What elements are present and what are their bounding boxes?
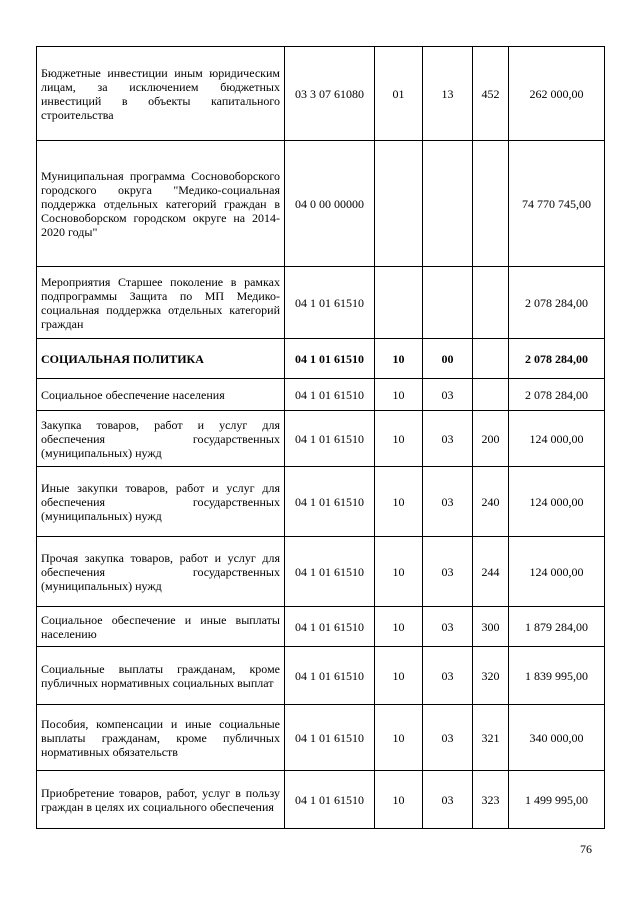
section-code xyxy=(375,141,423,267)
section-code: 10 xyxy=(375,771,423,829)
table-row xyxy=(37,771,605,829)
amount: 124 000,00 xyxy=(509,537,605,607)
target-code: 04 1 01 61510 xyxy=(285,467,375,537)
amount: 1 879 284,00 xyxy=(509,607,605,647)
row-name: Социальное обеспечение и иные выплаты населению xyxy=(37,607,285,647)
table-row xyxy=(37,647,605,705)
target-code: 04 1 01 61510 xyxy=(285,379,375,411)
subsection-code xyxy=(423,267,473,339)
table-row xyxy=(37,141,605,267)
table-row xyxy=(37,705,605,771)
expense-type-code: 200 xyxy=(473,411,509,467)
amount: 2 078 284,00 xyxy=(509,379,605,411)
budget-table xyxy=(36,46,605,829)
target-code: 04 0 00 00000 xyxy=(285,141,375,267)
section-code xyxy=(375,267,423,339)
section-code: 10 xyxy=(375,379,423,411)
row-name: Мероприятия Старшее поколение в рамках подпрограммы Защита по МП Медико-социальная поддержка отдельных категорий граждан xyxy=(37,267,285,339)
subsection-code: 03 xyxy=(423,771,473,829)
row-name: Социальное обеспечение населения xyxy=(37,379,285,411)
row-name: Социальные выплаты гражданам, кроме публичных нормативных социальных выплат xyxy=(37,647,285,705)
amount: 2 078 284,00 xyxy=(509,339,605,379)
table-row xyxy=(37,47,605,141)
row-name: Закупка товаров, работ и услуг для обеспечения государственных (муниципальных) нужд xyxy=(37,411,285,467)
row-name: Прочая закупка товаров, работ и услуг для обеспечения государственных (муниципальных) нужд xyxy=(37,537,285,607)
target-code: 04 1 01 61510 xyxy=(285,771,375,829)
expense-type-code: 300 xyxy=(473,607,509,647)
subsection-code: 03 xyxy=(423,379,473,411)
row-name: Иные закупки товаров, работ и услуг для обеспечения государственных (муниципальных) нужд xyxy=(37,467,285,537)
subsection-code: 03 xyxy=(423,647,473,705)
table-row xyxy=(37,267,605,339)
target-code: 04 1 01 61510 xyxy=(285,607,375,647)
subsection-code: 13 xyxy=(423,47,473,141)
amount: 1 499 995,00 xyxy=(509,771,605,829)
subsection-code: 03 xyxy=(423,467,473,537)
target-code: 04 1 01 61510 xyxy=(285,705,375,771)
expense-type-code: 323 xyxy=(473,771,509,829)
row-name: СОЦИАЛЬНАЯ ПОЛИТИКА xyxy=(37,339,285,379)
amount: 2 078 284,00 xyxy=(509,267,605,339)
section-code: 01 xyxy=(375,47,423,141)
table-row xyxy=(37,379,605,411)
subsection-code: 03 xyxy=(423,411,473,467)
amount: 262 000,00 xyxy=(509,47,605,141)
row-name: Приобретение товаров, работ, услуг в пользу граждан в целях их социального обеспечения xyxy=(37,771,285,829)
row-name: Муниципальная программа Сосновоборского городского округа "Медико-социальная поддержка отдельных категорий граждан в Сосновоборском городском округе на 2014-2020 годы" xyxy=(37,141,285,267)
expense-type-code xyxy=(473,339,509,379)
table-row xyxy=(37,467,605,537)
subsection-code: 03 xyxy=(423,705,473,771)
amount: 340 000,00 xyxy=(509,705,605,771)
row-name: Бюджетные инвестиции иным юридическим лицам, за исключением бюджетных инвестиций в объекты капитального строительства xyxy=(37,47,285,141)
target-code: 04 1 01 61510 xyxy=(285,339,375,379)
section-code: 10 xyxy=(375,411,423,467)
table-row xyxy=(37,537,605,607)
target-code: 04 1 01 61510 xyxy=(285,647,375,705)
table-row xyxy=(37,607,605,647)
amount: 1 839 995,00 xyxy=(509,647,605,705)
table-row xyxy=(37,339,605,379)
target-code: 04 1 01 61510 xyxy=(285,537,375,607)
expense-type-code: 244 xyxy=(473,537,509,607)
subsection-code: 00 xyxy=(423,339,473,379)
page-number: 76 xyxy=(580,842,592,856)
budget-table-body xyxy=(37,47,605,829)
section-code: 10 xyxy=(375,607,423,647)
expense-type-code xyxy=(473,379,509,411)
amount: 124 000,00 xyxy=(509,467,605,537)
subsection-code xyxy=(423,141,473,267)
section-code: 10 xyxy=(375,647,423,705)
section-code: 10 xyxy=(375,339,423,379)
subsection-code: 03 xyxy=(423,537,473,607)
table-row xyxy=(37,411,605,467)
target-code: 03 3 07 61080 xyxy=(285,47,375,141)
expense-type-code: 240 xyxy=(473,467,509,537)
section-code: 10 xyxy=(375,467,423,537)
expense-type-code: 320 xyxy=(473,647,509,705)
target-code: 04 1 01 61510 xyxy=(285,411,375,467)
expense-type-code: 321 xyxy=(473,705,509,771)
amount: 124 000,00 xyxy=(509,411,605,467)
expense-type-code xyxy=(473,141,509,267)
subsection-code: 03 xyxy=(423,607,473,647)
section-code: 10 xyxy=(375,537,423,607)
target-code: 04 1 01 61510 xyxy=(285,267,375,339)
expense-type-code: 452 xyxy=(473,47,509,141)
expense-type-code xyxy=(473,267,509,339)
amount: 74 770 745,00 xyxy=(509,141,605,267)
section-code: 10 xyxy=(375,705,423,771)
row-name: Пособия, компенсации и иные социальные выплаты гражданам, кроме публичных нормативных обязательств xyxy=(37,705,285,771)
